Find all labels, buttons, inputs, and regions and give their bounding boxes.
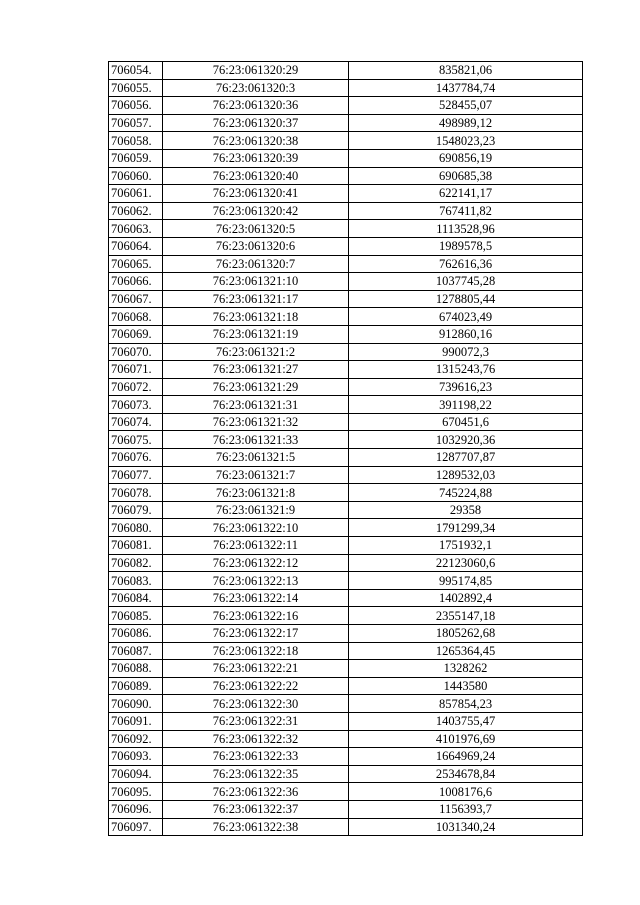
table-row [109, 79, 583, 97]
cadastral-number-cell: 76:23:061321:9 [163, 501, 349, 519]
cadastral-number-cell: 76:23:061322:36 [163, 783, 349, 801]
table-row [109, 677, 583, 695]
table-row [109, 290, 583, 308]
row-number-cell: 706063. [109, 220, 163, 238]
table-row [109, 273, 583, 291]
table-row [109, 185, 583, 203]
cadastral-number-cell: 76:23:061321:18 [163, 308, 349, 326]
row-number-cell: 706080. [109, 519, 163, 537]
value-cell: 762616,36 [349, 255, 583, 273]
table-row [109, 660, 583, 678]
cadastral-number-cell: 76:23:061320:29 [163, 62, 349, 80]
table-row [109, 396, 583, 414]
table-row [109, 343, 583, 361]
row-number-cell: 706091. [109, 712, 163, 730]
value-cell: 1548023,23 [349, 132, 583, 150]
table-row [109, 325, 583, 343]
table-row [109, 97, 583, 115]
table-row [109, 449, 583, 467]
row-number-cell: 706067. [109, 290, 163, 308]
value-cell: 670451,6 [349, 413, 583, 431]
row-number-cell: 706089. [109, 677, 163, 695]
value-cell: 22123060,6 [349, 554, 583, 572]
value-cell: 1437784,74 [349, 79, 583, 97]
cadastral-number-cell: 76:23:061320:7 [163, 255, 349, 273]
value-cell: 528455,07 [349, 97, 583, 115]
value-cell: 1037745,28 [349, 273, 583, 291]
table-row [109, 572, 583, 590]
table-row [109, 695, 583, 713]
row-number-cell: 706065. [109, 255, 163, 273]
table-row [109, 519, 583, 537]
table-row [109, 431, 583, 449]
cadastral-number-cell: 76:23:061322:18 [163, 642, 349, 660]
row-number-cell: 706068. [109, 308, 163, 326]
value-cell: 1403755,47 [349, 712, 583, 730]
cadastral-number-cell: 76:23:061322:30 [163, 695, 349, 713]
cadastral-number-cell: 76:23:061320:41 [163, 185, 349, 203]
cadastral-number-cell: 76:23:061321:31 [163, 396, 349, 414]
value-cell: 990072,3 [349, 343, 583, 361]
value-cell: 1008176,6 [349, 783, 583, 801]
row-number-cell: 706090. [109, 695, 163, 713]
row-number-cell: 706078. [109, 484, 163, 502]
row-number-cell: 706072. [109, 378, 163, 396]
row-number-cell: 706097. [109, 818, 163, 836]
cadastral-number-cell: 76:23:061321:19 [163, 325, 349, 343]
value-cell: 690856,19 [349, 149, 583, 167]
cadastral-number-cell: 76:23:061322:22 [163, 677, 349, 695]
value-cell: 1265364,45 [349, 642, 583, 660]
cadastral-number-cell: 76:23:061322:16 [163, 607, 349, 625]
row-number-cell: 706076. [109, 449, 163, 467]
row-number-cell: 706062. [109, 202, 163, 220]
value-cell: 1751932,1 [349, 537, 583, 555]
value-cell: 1113528,96 [349, 220, 583, 238]
cadastral-number-cell: 76:23:061320:6 [163, 237, 349, 255]
value-cell: 1031340,24 [349, 818, 583, 836]
value-cell: 767411,82 [349, 202, 583, 220]
row-number-cell: 706096. [109, 800, 163, 818]
table-row [109, 765, 583, 783]
table-row [109, 537, 583, 555]
value-cell: 2534678,84 [349, 765, 583, 783]
cadastral-number-cell: 76:23:061320:37 [163, 114, 349, 132]
table-row [109, 484, 583, 502]
value-cell: 995174,85 [349, 572, 583, 590]
table-row [109, 132, 583, 150]
table-row [109, 818, 583, 836]
row-number-cell: 706061. [109, 185, 163, 203]
table-row [109, 202, 583, 220]
table-row [109, 748, 583, 766]
cadastral-number-cell: 76:23:061320:5 [163, 220, 349, 238]
cadastral-number-cell: 76:23:061321:2 [163, 343, 349, 361]
table-row [109, 712, 583, 730]
value-cell: 835821,06 [349, 62, 583, 80]
row-number-cell: 706086. [109, 625, 163, 643]
value-cell: 2355147,18 [349, 607, 583, 625]
row-number-cell: 706085. [109, 607, 163, 625]
row-number-cell: 706060. [109, 167, 163, 185]
row-number-cell: 706056. [109, 97, 163, 115]
cadastral-number-cell: 76:23:061322:12 [163, 554, 349, 572]
table-body [109, 62, 583, 836]
cadastral-number-cell: 76:23:061322:31 [163, 712, 349, 730]
value-cell: 1791299,34 [349, 519, 583, 537]
row-number-cell: 706074. [109, 413, 163, 431]
value-cell: 1287707,87 [349, 449, 583, 467]
row-number-cell: 706066. [109, 273, 163, 291]
row-number-cell: 706094. [109, 765, 163, 783]
cadastral-number-cell: 76:23:061322:14 [163, 589, 349, 607]
cadastral-number-cell: 76:23:061322:38 [163, 818, 349, 836]
table-row [109, 466, 583, 484]
table-row [109, 237, 583, 255]
value-cell: 4101976,69 [349, 730, 583, 748]
table-row [109, 625, 583, 643]
value-cell: 622141,17 [349, 185, 583, 203]
table-row [109, 800, 583, 818]
table-row [109, 114, 583, 132]
cadastral-number-cell: 76:23:061321:17 [163, 290, 349, 308]
cadastral-number-cell: 76:23:061322:17 [163, 625, 349, 643]
row-number-cell: 706075. [109, 431, 163, 449]
row-number-cell: 706055. [109, 79, 163, 97]
value-cell: 1328262 [349, 660, 583, 678]
value-cell: 1989578,5 [349, 237, 583, 255]
row-number-cell: 706069. [109, 325, 163, 343]
value-cell: 29358 [349, 501, 583, 519]
table-row [109, 642, 583, 660]
row-number-cell: 706058. [109, 132, 163, 150]
value-cell: 739616,23 [349, 378, 583, 396]
cadastral-number-cell: 76:23:061321:27 [163, 361, 349, 379]
row-number-cell: 706082. [109, 554, 163, 572]
cadastral-number-cell: 76:23:061321:33 [163, 431, 349, 449]
row-number-cell: 706071. [109, 361, 163, 379]
table-row [109, 589, 583, 607]
cadastral-number-cell: 76:23:061322:11 [163, 537, 349, 555]
value-cell: 857854,23 [349, 695, 583, 713]
cadastral-number-cell: 76:23:061322:21 [163, 660, 349, 678]
cadastral-value-table [108, 61, 583, 836]
cadastral-number-cell: 76:23:061322:35 [163, 765, 349, 783]
cadastral-number-cell: 76:23:061321:5 [163, 449, 349, 467]
table-row [109, 149, 583, 167]
row-number-cell: 706077. [109, 466, 163, 484]
row-number-cell: 706081. [109, 537, 163, 555]
value-cell: 1032920,36 [349, 431, 583, 449]
row-number-cell: 706087. [109, 642, 163, 660]
row-number-cell: 706070. [109, 343, 163, 361]
row-number-cell: 706059. [109, 149, 163, 167]
table-row [109, 62, 583, 80]
value-cell: 1156393,7 [349, 800, 583, 818]
cadastral-number-cell: 76:23:061322:32 [163, 730, 349, 748]
cadastral-number-cell: 76:23:061321:10 [163, 273, 349, 291]
row-number-cell: 706088. [109, 660, 163, 678]
value-cell: 1402892,4 [349, 589, 583, 607]
cadastral-number-cell: 76:23:061322:13 [163, 572, 349, 590]
table-row [109, 220, 583, 238]
value-cell: 498989,12 [349, 114, 583, 132]
value-cell: 690685,38 [349, 167, 583, 185]
cadastral-number-cell: 76:23:061322:10 [163, 519, 349, 537]
table-row [109, 413, 583, 431]
table-row [109, 783, 583, 801]
table-row [109, 308, 583, 326]
table-row [109, 554, 583, 572]
cadastral-number-cell: 76:23:061322:33 [163, 748, 349, 766]
value-cell: 1664969,24 [349, 748, 583, 766]
row-number-cell: 706083. [109, 572, 163, 590]
cadastral-number-cell: 76:23:061320:38 [163, 132, 349, 150]
value-cell: 1443580 [349, 677, 583, 695]
cadastral-number-cell: 76:23:061322:37 [163, 800, 349, 818]
table-row [109, 501, 583, 519]
value-cell: 1278805,44 [349, 290, 583, 308]
value-cell: 1289532,03 [349, 466, 583, 484]
value-cell: 912860,16 [349, 325, 583, 343]
row-number-cell: 706092. [109, 730, 163, 748]
cadastral-number-cell: 76:23:061321:29 [163, 378, 349, 396]
cadastral-number-cell: 76:23:061320:40 [163, 167, 349, 185]
row-number-cell: 706084. [109, 589, 163, 607]
row-number-cell: 706064. [109, 237, 163, 255]
table-row [109, 730, 583, 748]
value-cell: 391198,22 [349, 396, 583, 414]
table-row [109, 378, 583, 396]
row-number-cell: 706079. [109, 501, 163, 519]
cadastral-number-cell: 76:23:061320:42 [163, 202, 349, 220]
value-cell: 745224,88 [349, 484, 583, 502]
cadastral-number-cell: 76:23:061320:36 [163, 97, 349, 115]
row-number-cell: 706057. [109, 114, 163, 132]
table-row [109, 607, 583, 625]
cadastral-number-cell: 76:23:061320:39 [163, 149, 349, 167]
row-number-cell: 706073. [109, 396, 163, 414]
row-number-cell: 706095. [109, 783, 163, 801]
table-row [109, 167, 583, 185]
cadastral-number-cell: 76:23:061320:3 [163, 79, 349, 97]
value-cell: 1805262,68 [349, 625, 583, 643]
value-cell: 674023,49 [349, 308, 583, 326]
value-cell: 1315243,76 [349, 361, 583, 379]
table-row [109, 255, 583, 273]
table-row [109, 361, 583, 379]
cadastral-number-cell: 76:23:061321:32 [163, 413, 349, 431]
row-number-cell: 706054. [109, 62, 163, 80]
row-number-cell: 706093. [109, 748, 163, 766]
cadastral-number-cell: 76:23:061321:7 [163, 466, 349, 484]
cadastral-number-cell: 76:23:061321:8 [163, 484, 349, 502]
